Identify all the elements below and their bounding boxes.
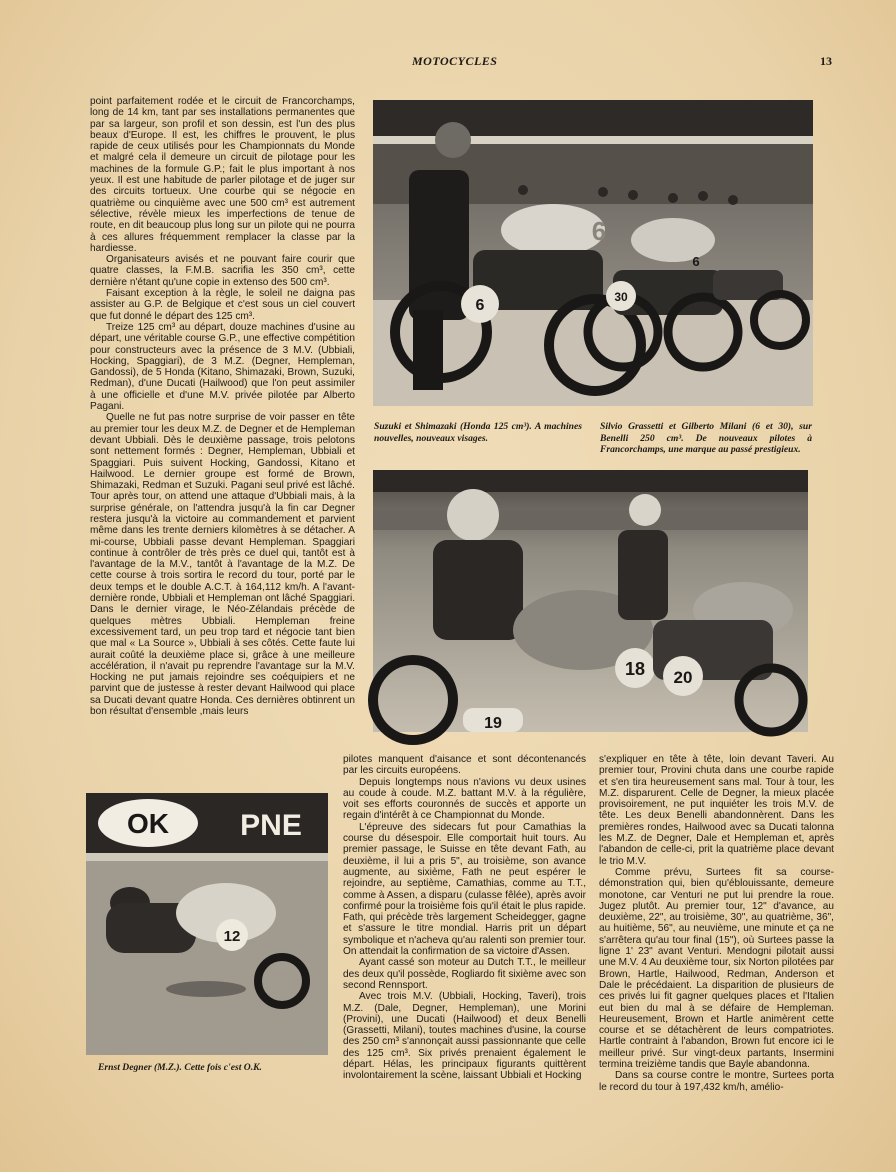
article-column-2: [343, 754, 586, 1084]
photo-starting-grid: [373, 470, 808, 732]
paragraph: Comme prévu, Surtees fit sa course-démonstration qui, bien qu'éblouissante, demeure monotone, car Venturi ne put lui prendre la roue. Jugez plutôt. Au premier tour, 12" d'avance, au deuxième, 22", au troisième, 30", au quatrième, 36", au huitième, 56", au neuvième, une minute et ça ne s'arrêtera qu'au tour final (15"), où Surtees passe la ligne 1' 23" avant Venturi. Mendogni pilotait aussi une M.V. 4 Au deuxième tour, six Norton pilotées par Brown, Hartle, Hailwood, Redman, Anderson et Dale le précédaient. La disparition de plusieurs de ces privés lui fit gagner quelques places et l'Italien eut bien du mal à se défaire de Hempleman. Heureusement, Brown et Hartle animèrent cette course et se détachèrent de leurs compatriotes. Hartle contraint à l'abandon, Brown fut encore ici le meilleur privé. Sur vingt-deux partants, Insermini termina treizième tandis que Bayle abandonna.: [599, 866, 834, 1071]
paragraph: L'épreuve des sidecars fut pour Camathias la course du désespoir. Elle comportait huit tours. Au premier passage, le Suisse en tête devant Fath, au deuxième, il lui a pris 5", au troisième, son avance augmente, au sixième, Fath ne peut espérer le rejoindre, au septième, Camathias, comme au T.T., comme à Assen, a disparu (culasse fêlée), après avoir confirmé pour la troisième fois qu'il était le plus rapide. Fath, qui précède très largement Scheidegger, gagne et s'assure le titre mondial. Harris prit un départ symbolique et n'acheva qu'au ralenti son premier tour. On attendait la confirmation de sa victoire d'Assen.: [343, 821, 586, 958]
paragraph: Organisateurs avisés et ne pouvant faire courir que quatre classes, la F.M.B. sacrifia les 350 cm³, cette dernière n'étant qu'une copie in extenso des 500 cm³.: [90, 254, 355, 288]
paragraph: s'expliquer en tête à tête, loin devant Taveri. Au premier tour, Provini chuta dans une courbe rapide et s'en tira heureusement sans mal. Tour à tour, les M.Z. disparurent. Celle de Degner, la mieux placée provisoirement, ne put inquiéter les trois M.V. de tête. Les deux Benelli abandonnèrent. Dans les premières rondes, Hailwood avec sa Ducati talonna les M.Z. de Degner, Dale et Hempleman et, après l'abandon de celle-ci, prit la quatrième place devant le trio M.V.: [599, 754, 834, 867]
paragraph: Treize 125 cm³ au départ, douze machines d'usine au départ, une véritable course G.P., une effective compétition pour constructeurs avec la présence de 3 M.V. (Ubbiali, Hocking, Spaggiari), de 3 M.Z. (Degner, Hempleman, Gandossi), de 5 Honda (Kitano, Shimazaki, Brown, Suzuki, Redman), d'une Ducati (Hailwood) que l'on peut assimiler à une officielle et d'une M.V. privée pilotée par Alberto Pagani.: [90, 321, 355, 413]
race-number: 6: [475, 297, 485, 314]
photo-caption-1: Suzuki et Shimazaki (Honda 125 cm³). A machines nouvelles, nouveaux visages.: [374, 421, 582, 444]
paragraph: Quelle ne fut pas notre surprise de voir passer en tête au premier tour les deux M.Z. de Degner et de Hempleman devant Ubbiali. Dès le deuxième passage, trois pelotons sont nettement formés : Degner, Hempleman, Ubbiali et Spaggiari. Puis suivent Hocking, Gandossi, Kitano et Hailwood. Le dernier groupe est formé de Brown, Shimazaki, Redman et Suzuki. Pagani seul privé est lâché. Tour après tour, on attend une attaque d'Ubbiali mais, à la surprise générale, on l'attendra jusqu'à la fin car Degner restera jusqu'à la victoire au commandement et parvient même dans les trente derniers kilomètres à se détacher. A mi-course, Ubbiali passe devant Hempleman. Spaggiari continue à contrôler de très près ce duel qui, tantôt est à l'avantage de la M.V., tantôt à l'avantage de la M.Z. De cette course à trois sortira le record du tour, porté par le deux temps et le double A.C.T. à 164,112 km/h. A l'avant-dernière ronde, Ubbiali et Hempleman ont lâché Spaggiari. Dans le dernier virage, le Néo-Zélandais précède de quelques mètres Ubbiali. Hempleman freine excessivement tard, un peu trop tard et négocie tant bien que mal « La Source », Ubbiali à ses côtés. Cette faute lui aurait coûté la deuxième place si, grâce à une meilleure accélération, il n'avait pu reprendre l'avantage sur la M.V. Hocking ne put jamais rejoindre ses coéquipiers et ne parvint que de justesse à rester devant Hailwood qui place sa Ducati devant quatre Honda. Ces dernières obtinrent un bon résultat d'ensemble ,mais leurs: [90, 412, 355, 718]
paragraph: pilotes manquent d'aisance et sont décontenancés par les circuits européens.: [343, 754, 586, 777]
paragraph: point parfaitement rodée et le circuit de Francorchamps, long de 14 km, tant par ses installations permanentes que par sa largeur, son profil et son dessin, est l'un des plus beaux d'Europe. Il est, les chiffres le prouvent, le plus rapide de ceux utilisés pour les Championnats du Monde et malgré cela il demeure un circuit de pilotage pour les machines de la formule G.P.; fait le plus important à nos yeux. Il est une habitude de parler pilotage et de juger sur des circuits tortueux. Une courbe qui se négocie en quatrième ou cinquième avec une 500 cm³ est autrement sélective, révèle mieux les imperfections de tenue de route, en dit beaucoup plus long sur un pilote qui ne pourra à ces allures fréquemment remplacer la classe par la hardiesse.: [90, 96, 355, 254]
paragraph: Faisant exception à la règle, le soleil ne daigna pas assister au G.P. de Belgique et c'est sous un ciel couvert que fut donné le départ des 125 cm³.: [90, 288, 355, 322]
race-number: 18: [624, 659, 646, 679]
race-number: 19: [484, 715, 502, 732]
paragraph: Ayant cassé son moteur au Dutch T.T., le meilleur des deux qu'il possède, Rogliardo fit sixième avec son second Rennsport.: [343, 957, 586, 991]
photo-degner-racing: [86, 793, 328, 1055]
paragraph: Avec trois M.V. (Ubbiali, Hocking, Taveri), trois M.Z. (Dale, Degner, Hempleman), une Morini (Provini), une Ducati (Hailwood) et deux Benelli (Grassetti, Milani), toutes machines d'usine, la course des 250 cm³ s'annonçait aussi passionnante que celle des 125 cm³. Six privés prenaient également le départ. Hélas, les principaux figurants quittèrent involontairement la scène, laissant Ubbiali et Hocking: [343, 991, 586, 1082]
paragraph: Depuis longtemps nous n'avions vu deux usines au coude à coude. M.Z. battant M.V. à la régulière, voit ses efforts couronnés de succès et apporte un regain d'intérêt à ce Championnat du Monde.: [343, 776, 586, 822]
banner-ok-text: OK: [127, 808, 169, 839]
race-number: 20: [673, 668, 693, 687]
photo-starting-grid-image: [373, 470, 808, 732]
article-column-3: [599, 754, 834, 1093]
page-number: 13: [820, 54, 832, 68]
running-header-title: MOTOCYCLES: [412, 54, 498, 68]
photo-caption-2: Silvio Grassetti et Gilberto Milani (6 et 30), sur Benelli 250 cm³. De nouveaux pilotes à Francorchamps, une marque au passé prestigieux.: [600, 421, 812, 455]
article-column-1: [90, 96, 355, 778]
banner-pne-text: PNE: [240, 809, 302, 842]
race-number: 6: [692, 254, 700, 269]
photo-riders-paddock-image: [373, 100, 813, 406]
photo-riders-paddock: [373, 100, 813, 406]
race-number: 30: [614, 290, 628, 304]
race-number: 12: [223, 928, 241, 945]
race-number: 6: [591, 216, 607, 246]
photo-caption-3: Ernst Degner (M.Z.). Cette fois c'est O.K.: [98, 1062, 262, 1073]
photo-degner-racing-image: [86, 793, 328, 1055]
paragraph: Dans sa course contre le montre, Surtees porta le record du tour à 197,432 km/h, amélio-: [599, 1070, 834, 1093]
